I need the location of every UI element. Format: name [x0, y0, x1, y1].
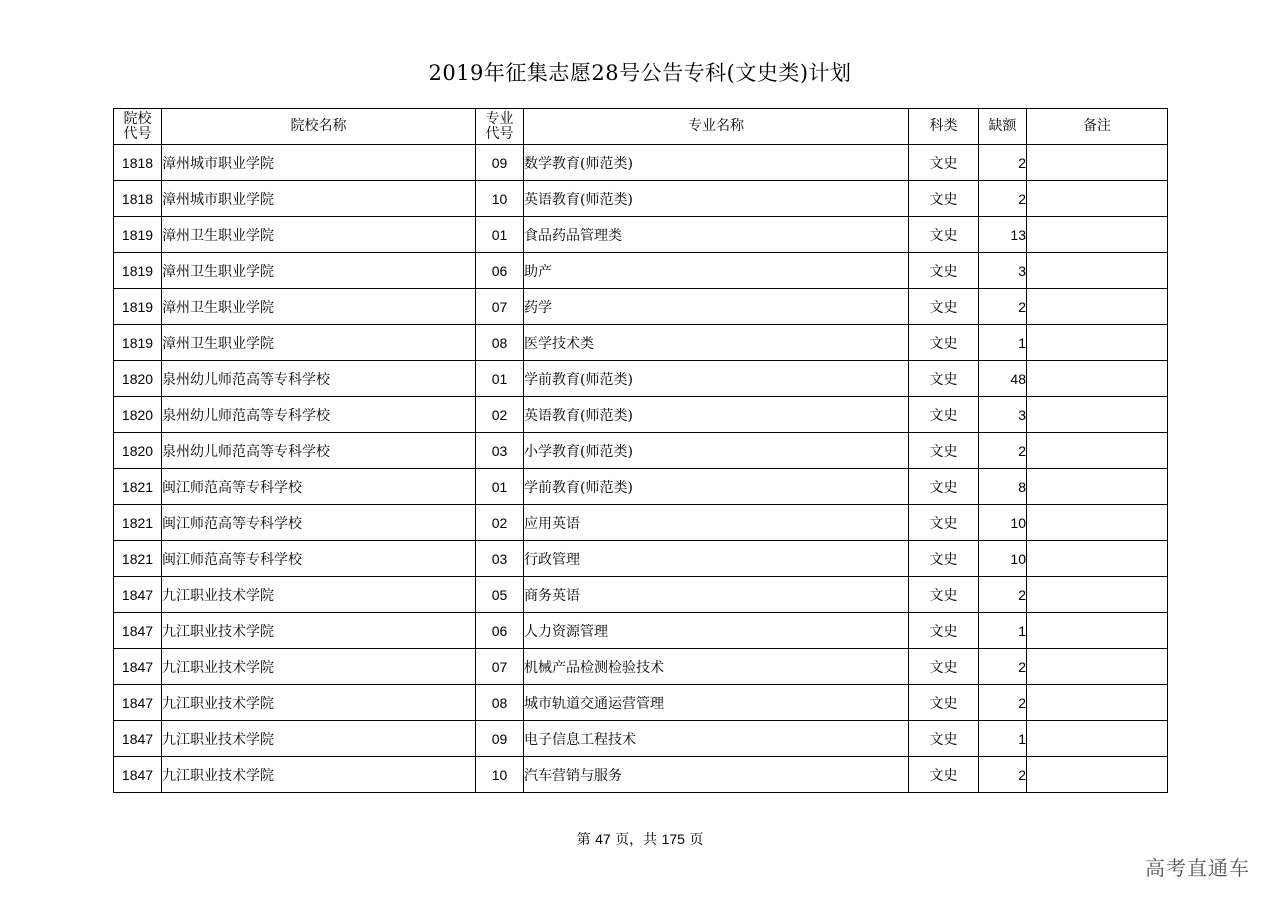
cell-quota: 2 [979, 577, 1027, 613]
cell-school-code: 1820 [114, 397, 162, 433]
cell-note [1027, 325, 1168, 361]
cell-school-code: 1847 [114, 721, 162, 757]
table-row [114, 253, 1168, 289]
cell-school-code: 1821 [114, 541, 162, 577]
cell-major-code: 08 [476, 325, 524, 361]
cell-major-code: 03 [476, 541, 524, 577]
cell-note [1027, 361, 1168, 397]
cell-note [1027, 613, 1168, 649]
cell-category: 文史 [909, 649, 979, 685]
cell-note [1027, 469, 1168, 505]
cell-school-code: 1819 [114, 217, 162, 253]
table-row [114, 649, 1168, 685]
cell-major-name: 医学技术类 [524, 325, 909, 361]
header-school-code-line2: 代号 [123, 125, 152, 142]
cell-major-code: 07 [476, 649, 524, 685]
table-row [114, 721, 1168, 757]
cell-category: 文史 [909, 181, 979, 217]
cell-category: 文史 [909, 721, 979, 757]
cell-note [1027, 181, 1168, 217]
cell-school-code: 1847 [114, 685, 162, 721]
cell-category: 文史 [909, 541, 979, 577]
footer-prefix: 第 [576, 832, 591, 848]
cell-major-code: 09 [476, 721, 524, 757]
table-row [114, 289, 1168, 325]
cell-note [1027, 217, 1168, 253]
plan-table [113, 108, 1168, 793]
cell-category: 文史 [909, 145, 979, 181]
cell-major-name: 助产 [524, 253, 909, 289]
table-row [114, 505, 1168, 541]
cell-quota: 1 [979, 721, 1027, 757]
watermark: 高考直通车 [1145, 856, 1250, 880]
cell-quota: 2 [979, 289, 1027, 325]
header-note: 备注 [1027, 109, 1168, 145]
cell-school-code: 1820 [114, 433, 162, 469]
cell-note [1027, 253, 1168, 289]
header-school-name: 院校名称 [162, 109, 476, 145]
cell-school-code: 1847 [114, 757, 162, 793]
cell-quota: 8 [979, 469, 1027, 505]
cell-school-code: 1818 [114, 181, 162, 217]
cell-major-code: 02 [476, 505, 524, 541]
cell-school-name: 九江职业技术学院 [162, 757, 476, 793]
cell-category: 文史 [909, 433, 979, 469]
cell-major-code: 01 [476, 469, 524, 505]
cell-quota: 2 [979, 685, 1027, 721]
cell-category: 文史 [909, 361, 979, 397]
cell-major-code: 02 [476, 397, 524, 433]
cell-major-name: 行政管理 [524, 541, 909, 577]
cell-school-code: 1821 [114, 505, 162, 541]
cell-major-code: 01 [476, 217, 524, 253]
cell-school-name: 漳州卫生职业学院 [162, 217, 476, 253]
footer-total-pages: 175 [661, 831, 685, 847]
table-row [114, 325, 1168, 361]
cell-major-name: 商务英语 [524, 577, 909, 613]
cell-school-name: 闽江师范高等专科学校 [162, 505, 476, 541]
cell-major-code: 06 [476, 613, 524, 649]
header-quota: 缺额 [979, 109, 1027, 145]
cell-major-code: 03 [476, 433, 524, 469]
table-row [114, 685, 1168, 721]
cell-quota: 3 [979, 397, 1027, 433]
cell-quota: 10 [979, 505, 1027, 541]
cell-major-name: 学前教育(师范类) [524, 361, 909, 397]
footer-suffix: 页 [689, 832, 704, 848]
cell-note [1027, 757, 1168, 793]
cell-school-code: 1847 [114, 577, 162, 613]
cell-quota: 2 [979, 145, 1027, 181]
cell-quota: 1 [979, 613, 1027, 649]
cell-major-name: 英语教育(师范类) [524, 397, 909, 433]
cell-major-name: 数学教育(师范类) [524, 145, 909, 181]
cell-major-code: 08 [476, 685, 524, 721]
cell-quota: 2 [979, 757, 1027, 793]
cell-note [1027, 505, 1168, 541]
cell-major-name: 人力资源管理 [524, 613, 909, 649]
table-row [114, 361, 1168, 397]
cell-major-name: 应用英语 [524, 505, 909, 541]
cell-school-name: 九江职业技术学院 [162, 613, 476, 649]
table-row [114, 757, 1168, 793]
cell-category: 文史 [909, 757, 979, 793]
header-major-code-line1: 专业 [485, 110, 514, 127]
header-school-code [114, 109, 162, 145]
cell-note [1027, 541, 1168, 577]
cell-quota: 2 [979, 433, 1027, 469]
cell-school-name: 九江职业技术学院 [162, 649, 476, 685]
cell-category: 文史 [909, 253, 979, 289]
header-category: 科类 [909, 109, 979, 145]
header-major-code-line2: 代号 [485, 125, 514, 142]
cell-school-name: 九江职业技术学院 [162, 577, 476, 613]
footer-page-number: 47 [595, 831, 611, 847]
cell-quota: 1 [979, 325, 1027, 361]
cell-major-code: 09 [476, 145, 524, 181]
cell-major-name: 小学教育(师范类) [524, 433, 909, 469]
cell-school-name: 闽江师范高等专科学校 [162, 469, 476, 505]
cell-school-name: 九江职业技术学院 [162, 721, 476, 757]
cell-category: 文史 [909, 685, 979, 721]
header-school-code-line1: 院校 [123, 110, 152, 127]
table-row [114, 469, 1168, 505]
page-title: 2019年征集志愿28号公告专科(文史类)计划 [428, 61, 852, 85]
table-header-row [114, 109, 1168, 145]
cell-school-name: 漳州卫生职业学院 [162, 289, 476, 325]
cell-quota: 3 [979, 253, 1027, 289]
header-major-name: 专业名称 [524, 109, 909, 145]
table-row [114, 613, 1168, 649]
cell-category: 文史 [909, 217, 979, 253]
cell-quota: 13 [979, 217, 1027, 253]
cell-school-code: 1821 [114, 469, 162, 505]
cell-quota: 48 [979, 361, 1027, 397]
cell-school-name: 闽江师范高等专科学校 [162, 541, 476, 577]
cell-major-name: 学前教育(师范类) [524, 469, 909, 505]
table-row [114, 577, 1168, 613]
cell-quota: 2 [979, 181, 1027, 217]
cell-note [1027, 433, 1168, 469]
cell-major-name: 机械产品检测检验技术 [524, 649, 909, 685]
cell-quota: 2 [979, 649, 1027, 685]
cell-school-code: 1820 [114, 361, 162, 397]
cell-school-code: 1847 [114, 613, 162, 649]
table-body [114, 145, 1168, 793]
cell-school-code: 1819 [114, 289, 162, 325]
cell-note [1027, 685, 1168, 721]
cell-category: 文史 [909, 325, 979, 361]
cell-major-code: 01 [476, 361, 524, 397]
cell-school-name: 漳州卫生职业学院 [162, 253, 476, 289]
cell-major-name: 汽车营销与服务 [524, 757, 909, 793]
cell-category: 文史 [909, 613, 979, 649]
table-row [114, 181, 1168, 217]
cell-note [1027, 649, 1168, 685]
cell-category: 文史 [909, 469, 979, 505]
cell-category: 文史 [909, 289, 979, 325]
cell-category: 文史 [909, 577, 979, 613]
table-row [114, 217, 1168, 253]
table-row [114, 433, 1168, 469]
cell-major-code: 07 [476, 289, 524, 325]
cell-category: 文史 [909, 505, 979, 541]
cell-major-name: 电子信息工程技术 [524, 721, 909, 757]
cell-major-code: 05 [476, 577, 524, 613]
cell-school-name: 漳州城市职业学院 [162, 181, 476, 217]
cell-school-code: 1819 [114, 253, 162, 289]
cell-school-code: 1819 [114, 325, 162, 361]
cell-quota: 10 [979, 541, 1027, 577]
cell-school-name: 漳州卫生职业学院 [162, 325, 476, 361]
cell-school-name: 泉州幼儿师范高等专科学校 [162, 433, 476, 469]
cell-note [1027, 145, 1168, 181]
cell-school-code: 1847 [114, 649, 162, 685]
cell-note [1027, 289, 1168, 325]
cell-major-code: 06 [476, 253, 524, 289]
cell-major-name: 英语教育(师范类) [524, 181, 909, 217]
table-row [114, 145, 1168, 181]
table-row [114, 541, 1168, 577]
cell-school-name: 漳州城市职业学院 [162, 145, 476, 181]
table-row [114, 397, 1168, 433]
cell-school-name: 九江职业技术学院 [162, 685, 476, 721]
cell-major-name: 食品药品管理类 [524, 217, 909, 253]
cell-major-name: 城市轨道交通运营管理 [524, 685, 909, 721]
footer-middle: 页，共 [615, 832, 658, 848]
cell-note [1027, 721, 1168, 757]
cell-major-code: 10 [476, 181, 524, 217]
cell-school-name: 泉州幼儿师范高等专科学校 [162, 397, 476, 433]
cell-school-name: 泉州幼儿师范高等专科学校 [162, 361, 476, 397]
cell-note [1027, 577, 1168, 613]
cell-category: 文史 [909, 397, 979, 433]
cell-major-name: 药学 [524, 289, 909, 325]
cell-note [1027, 397, 1168, 433]
cell-school-code: 1818 [114, 145, 162, 181]
page-footer [0, 829, 1280, 850]
header-major-code [476, 109, 524, 145]
cell-major-code: 10 [476, 757, 524, 793]
